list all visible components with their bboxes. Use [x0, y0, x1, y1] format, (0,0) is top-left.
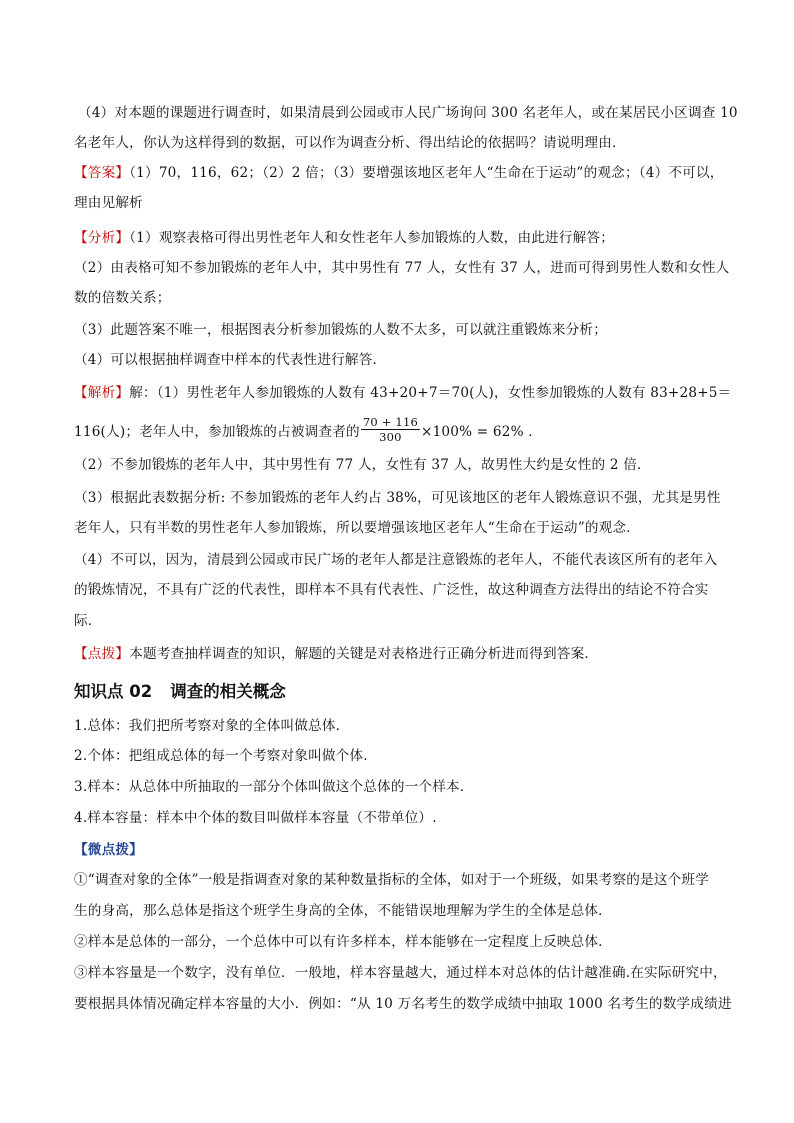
analysis-line-5: （4）可以根据抽样调查中样本的代表性进行解答． — [74, 352, 387, 368]
concept-item-total: 1.总体：我们把所考察对象的全体叫做总体. — [74, 718, 341, 734]
answer-line-2: 理由见解析 — [74, 195, 143, 211]
solution-line-1 — [74, 383, 731, 403]
percentage-fraction — [361, 415, 420, 444]
weidian-point-3-line-1: ③样本容量是一个数字，没有单位．一般地，样本容量越大，通过样本对总体的估计越准确.在实际研究中， — [74, 965, 727, 981]
question-4-line-1: （4）对本题的课题进行调查时，如果清晨到公园或市人民广场询问 300 名老年人，或在某居民小区调查 10 — [78, 105, 738, 121]
solution-line-8: 际． — [74, 613, 102, 629]
solution-line-2-post: ×100% = 62% ． — [420, 424, 542, 440]
knowledge-point-title: 调查的相关概念 — [170, 682, 286, 701]
analysis-line-2: （2）由表格可知不参加锻炼的老年人中，其中男性有 77 人，女性有 37 人，进而可得到男性人数和女性人 — [74, 260, 730, 276]
analysis-line-3: 数的倍数关系； — [74, 290, 171, 306]
solution-line-2-pre: 116(人)；老年人中，参加锻炼的占被调查者的 — [74, 424, 360, 440]
analysis-tag: 【分析】 — [74, 230, 130, 246]
fraction-denominator: 300 — [379, 430, 402, 444]
weidian-point-1-line-2: 生的身高，那么总体是指这个班学生身高的全体，不能错误地理解为学生的全体是总体． — [74, 903, 612, 919]
weidian-tag: 【微点拨】 — [74, 842, 143, 858]
weidian-point-3-line-2: 要根据具体情况确定样本容量的大小．例如：“从 10 万名考生的数学成绩中抽取 1000 名考生的数学成绩进 — [74, 996, 732, 1012]
analysis-line-4: （3）此题答案不唯一，根据图表分析参加锻炼的人数不太多，可以就注重锻炼来分析； — [74, 322, 608, 338]
weidian-point-2: ②样本是总体的一部分，一个总体中可以有许多样本，样本能够在一定程度上反映总体. — [74, 934, 603, 950]
answer-line-1 — [74, 163, 724, 183]
analysis-text: （1）观察表格可得出男性老年人和女性老年人参加锻炼的人数，由此进行解答； — [129, 230, 615, 246]
fraction-numerator: 70 + 116 — [362, 415, 418, 429]
weidian-point-1-line-1: ①“调查对象的全体”一般是指调查对象的某种数量指标的全体，如对于一个班级，如果考察的是这个班学 — [74, 872, 710, 888]
solution-line-4: （3）根据此表数据分析: 不参加锻炼的老年人约占 38%，可见该地区的老年人锻炼意识不强，尤其是男性 — [74, 490, 721, 506]
solution-line-3: （2）不参加锻炼的老年人中，其中男性有 77 人，女性有 37 人，故男性大约是女性的 2 倍． — [74, 457, 651, 473]
concept-item-sample-size: 4.样本容量：样本中个体的数目叫做样本容量（不带单位）. — [74, 810, 437, 826]
solution-text: 解：（1）男性老年人参加锻炼的人数有 43+20+7＝70(人)，女性参加锻炼的人数有 83+28+5＝ — [129, 385, 732, 401]
concept-item-individual: 2.个体：把组成总体的每一个考察对象叫做个体. — [74, 748, 368, 764]
solution-line-6: （4）不可以，因为，清晨到公园或市民广场的老年人都是注意锻炼的老年人，不能代表该区所有的老年入 — [74, 552, 718, 568]
knowledge-point-number: 知识点 02 — [74, 682, 153, 701]
tip-text: 本题考查抽样调查的知识，解题的关键是对表格进行正确分析进而得到答案． — [129, 646, 599, 662]
knowledge-point-heading — [74, 678, 286, 702]
question-4-line-2: 名老年人，你认为这样得到的数据，可以作为调查分析、得出结论的依据吗？请说明理由． — [74, 135, 626, 151]
tip-tag: 【点拨】 — [74, 646, 130, 662]
answer-tag: 【答案】 — [74, 165, 130, 181]
solution-line-2 — [74, 415, 542, 447]
tip-line — [74, 644, 598, 664]
solution-tag: 【解析】 — [74, 385, 130, 401]
solution-line-7: 的锻炼情况，不具有广泛的代表性，即样本不具有代表性、广泛性，故这种调查方法得出的结论不符合实 — [74, 582, 709, 598]
solution-line-5: 老年人，只有半数的男性老年人参加锻炼，所以要增强该地区老年人“生命在于运动”的观念． — [74, 520, 641, 536]
answer-text: （1）70，116，62；（2）2 倍；（3）要增强该地区老年人“生命在于运动”的观念；（4）不可以， — [129, 165, 724, 181]
analysis-line-1 — [74, 228, 614, 248]
concept-item-sample: 3.样本：从总体中所抽取的一部分个体叫做这个总体的一个样本. — [74, 779, 465, 795]
